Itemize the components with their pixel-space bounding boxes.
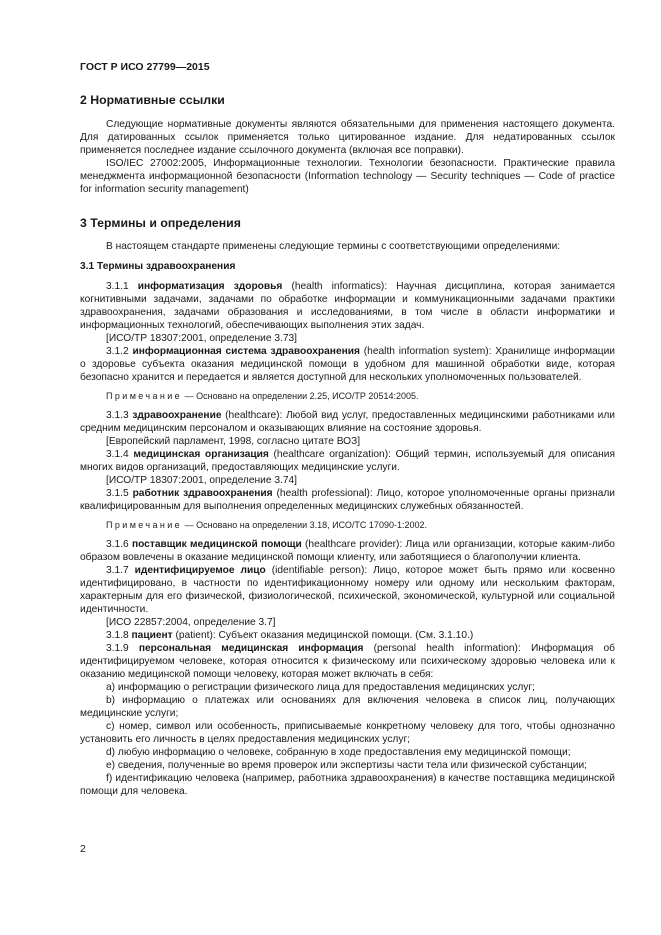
list-item-b: b) информацию о платежах или основаниях для включения человека в список лиц, получающих медицинские услуги; — [80, 695, 615, 719]
term-3-1-7 — [80, 564, 615, 616]
term-definition: (health professional): Лицо, которое уполномоченные органы признали квалифицированным для выполнения определенных медицинских служебных обязанностей. — [80, 488, 615, 512]
term-3-1-5-note — [80, 519, 615, 532]
list-item-d: d) любую информацию о человеке, собранную в ходе предоставления ему медицинской помощи; — [106, 747, 571, 758]
term-name: поставщик медицинской помощи — [131, 539, 302, 550]
term-name: информационная система здравоохранения — [132, 346, 360, 357]
term-3-1-3 — [80, 409, 615, 435]
term-3-1-1 — [80, 280, 615, 332]
term-3-1-7-source: [ИСО 22857:2004, определение 3.7] — [106, 617, 276, 628]
term-number: 3.1.6 — [106, 539, 132, 550]
term-3-1-8 — [80, 629, 615, 642]
section-2-paragraph-2: ISO/IEC 27002:2005, Информационные технологии. Технологии безопасности. Практические правила менеджмента информационной безопасности (Information technology — Security techniques — Code of practice for information security management) — [80, 158, 615, 195]
term-3-1-1-source: [ИСО/ТР 18307:2001, определение 3.73] — [106, 333, 298, 344]
term-name: пациент — [131, 630, 173, 641]
note-text: — Основано на определении 3.18, ИСО/ТС 17090-1:2002. — [182, 520, 427, 530]
section-2-paragraph-1: Следующие нормативные документы являются обязательными для применения настоящего документа. Для датированных ссылок применяется только цитированное издание. Для недатированных ссылок применяется последнее издание ссылочного документа (включая все поправки). — [80, 119, 615, 156]
term-number: 3.1.4 — [106, 449, 134, 460]
term-definition: (identifiable person): Лицо, которое может быть прямо или косвенно идентифицировано, в частности по идентификационному номеру или одному или нескольким факторам, характерным для его физической, физиологической, психической, экономической, культурной или социальной идентичности. — [80, 565, 615, 615]
term-name: персональная медицинская информация — [138, 643, 364, 654]
term-definition: (healthcare): Любой вид услуг, предоставленных медицинскими работниками или средним медицинским персоналом и оказывающих влияние на состояние здоровья. — [80, 410, 615, 434]
document-code: ГОСТ Р ИСО 27799—2015 — [80, 61, 210, 73]
subsection-3-1-title: 3.1 Термины здравоохранения — [80, 261, 236, 272]
term-number: 3.1.7 — [106, 565, 135, 576]
term-3-1-5 — [80, 487, 615, 513]
document-body — [80, 92, 615, 798]
term-3-1-6 — [80, 538, 615, 564]
term-number: 3.1.5 — [106, 488, 133, 499]
note-text: — Основано на определении 2.25, ИСО/ТР 20514:2005. — [182, 391, 419, 401]
term-name: информатизация здоровья — [137, 281, 283, 292]
list-item-a: a) информацию о регистрации физического лица для предоставления медицинских услуг; — [106, 682, 535, 693]
section-2-title: 2 Нормативные ссылки — [80, 93, 225, 107]
term-definition: (healthcare provider): Лица или организации, которые каким-либо образом вовлечены в оказание медицинской помощи клиенту, или заботящиеся о благополучии клиента. — [80, 539, 615, 563]
term-3-1-4-source: [ИСО/ТР 18307:2001, определение 3.74] — [106, 475, 298, 486]
term-number: 3.1.3 — [106, 410, 133, 421]
list-item-c: c) номер, символ или особенность, приписываемые конкретному человеку для того, чтобы однозначно установить его личность в целях предоставления медицинских услуг; — [80, 721, 615, 745]
note-label: Примечание — [106, 520, 183, 530]
term-3-1-4 — [80, 448, 615, 474]
term-definition: (health information system): Хранилище информации о здоровье субъекта оказания медицинской помощи в удобном для машинной обработки виде, которая безопасно хранится и передается и является доступной для нескольких уполномоченных пользователей. — [80, 346, 615, 383]
term-name: здравоохранение — [132, 410, 222, 421]
term-name: медицинская организация — [133, 449, 269, 460]
term-definition: (healthcare organization): Общий термин, используемый для описания многих видов организаций, предоставляющих медицинские услуги. — [80, 449, 615, 473]
term-definition: (patient): Субъект оказания медицинской помощи. (См. 3.1.10.) — [172, 630, 474, 641]
term-3-1-3-source: [Европейский парламент, 1998, согласно цитате ВОЗ] — [106, 436, 361, 447]
list-item-f: f) идентификацию человека (например, работника здравоохранения) в качестве поставщика медицинской помощи для человека. — [80, 773, 615, 797]
section-3-intro: В настоящем стандарте применены следующие термины с соответствующими определениями: — [106, 241, 561, 252]
term-3-1-2 — [80, 345, 615, 384]
list-item-e: e) сведения, полученные во время проверок или экспертизы части тела или физической субстанции; — [106, 760, 588, 771]
term-number: 3.1.2 — [106, 346, 133, 357]
term-name: работник здравоохранения — [132, 488, 273, 499]
term-number: 3.1.1 — [106, 281, 138, 292]
term-definition: (personal health information): Информация об идентифицируемом человеке, которая относится к физическому или психическому здоровью человека или к оказанию медицинской помощи человеку, которая может включать в себя: — [80, 643, 615, 680]
term-number: 3.1.8 — [106, 630, 132, 641]
term-3-1-2-note — [80, 390, 615, 403]
page-number: 2 — [80, 843, 86, 855]
note-label: Примечание — [106, 391, 183, 401]
term-number: 3.1.9 — [106, 643, 139, 654]
section-3-title: 3 Термины и определения — [80, 216, 241, 230]
term-name: идентифицируемое лицо — [134, 565, 266, 576]
term-definition: (health informatics): Научная дисциплина, которая занимается когнитивными задачами, задачами по обработке информации и коммуникационными задачами практики здравоохранения, задачами образования и исследованиями, в том числе в области информатики и информационных технологий, обеспечивающих выполнения этих задач. — [80, 281, 615, 331]
term-3-1-9 — [80, 642, 615, 681]
